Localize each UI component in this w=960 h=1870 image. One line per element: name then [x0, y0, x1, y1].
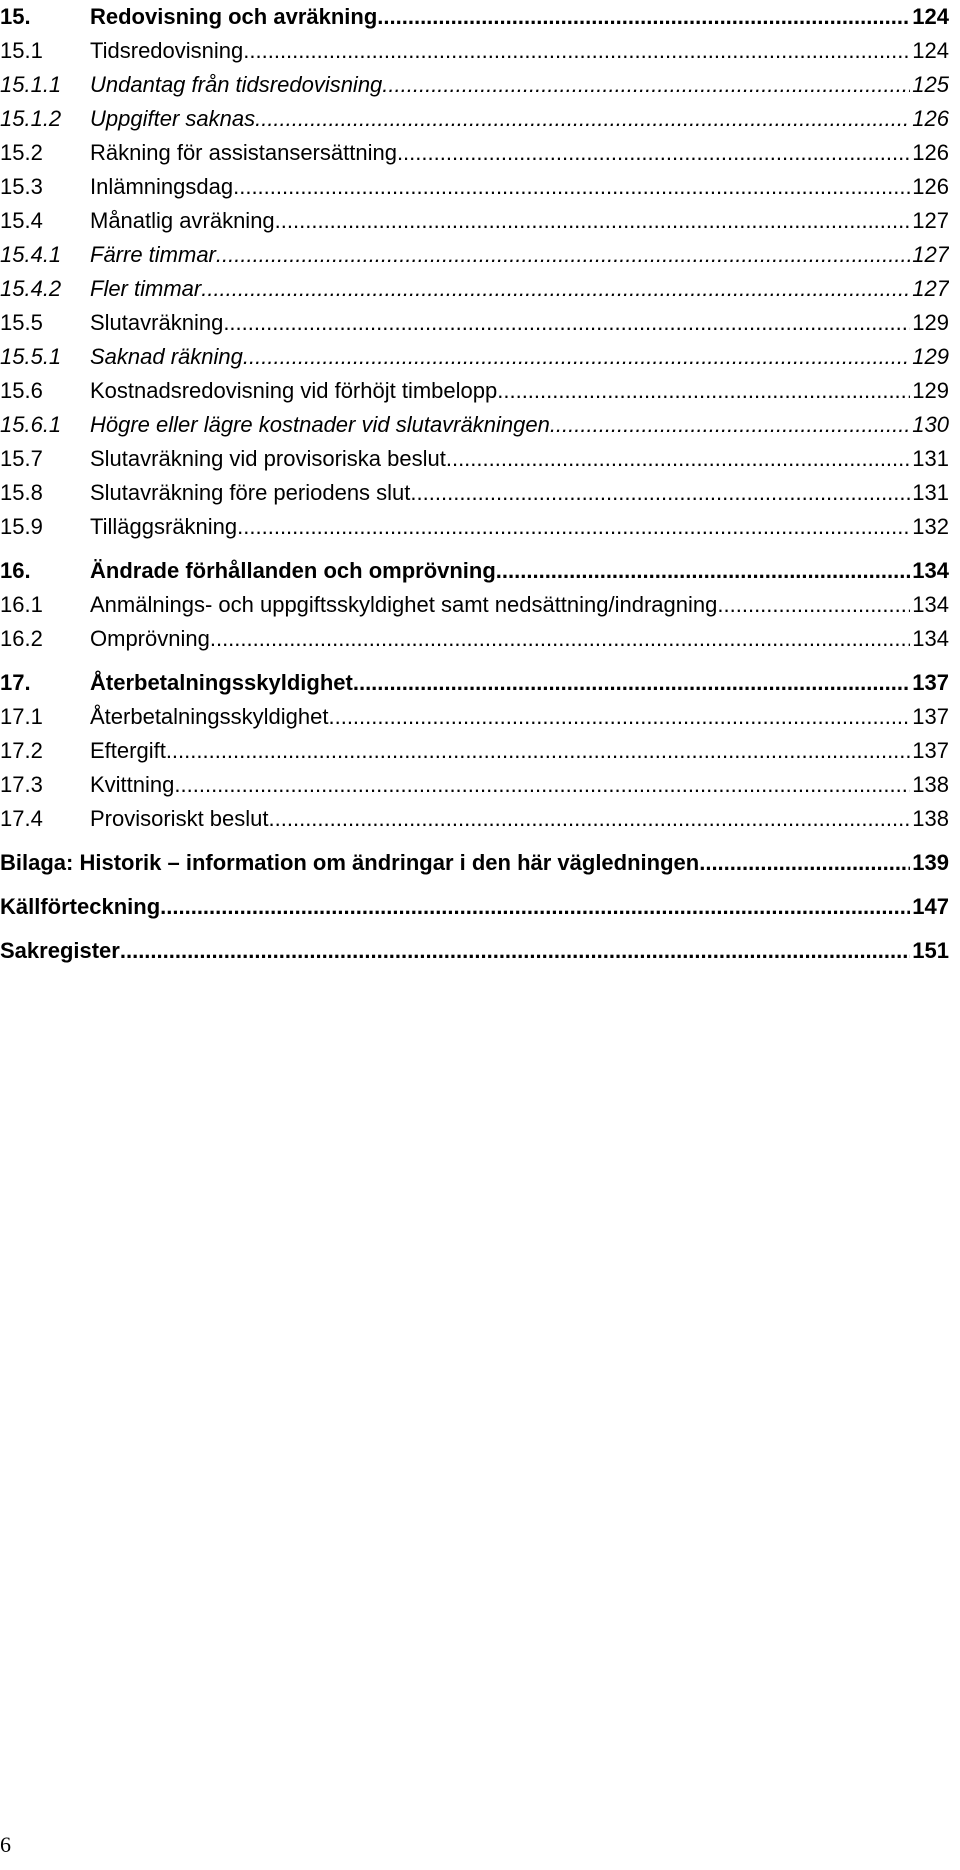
toc-entry-title: Återbetalningsskyldighet [90, 670, 353, 695]
toc-entry-page: 124 [912, 38, 949, 63]
toc-entry-number: 17.2 [0, 738, 43, 763]
toc-entry[interactable] [0, 272, 949, 306]
toc-entry[interactable] [0, 768, 949, 802]
toc-leader-dots [120, 934, 910, 968]
page-number: 6 [0, 1832, 11, 1857]
toc-entry-page: 137 [912, 704, 949, 729]
toc-entry[interactable] [0, 136, 949, 170]
toc-entry-page: 132 [912, 514, 949, 539]
toc-entry-page: 130 [912, 412, 949, 437]
toc-entry[interactable] [0, 408, 949, 442]
toc-leader-dots [243, 34, 910, 68]
toc-entry-title: Slutavräkning vid provisoriska beslut [90, 446, 446, 471]
toc-entry-number: 15.1 [0, 38, 43, 63]
toc-entry-number: 17.4 [0, 806, 43, 831]
toc-entry-number: 16.1 [0, 592, 43, 617]
toc-entry-title: Slutavräkning [90, 310, 224, 335]
toc-entry-number: 15.5.1 [0, 344, 62, 369]
toc-entry-page: 134 [912, 592, 949, 617]
toc-entry-title: Eftergift [90, 738, 166, 763]
toc-entry-number: 15.4.2 [0, 276, 62, 301]
toc-entry-page: 126 [912, 140, 949, 165]
toc-entry[interactable] [0, 554, 949, 588]
toc-leader-dots [328, 700, 910, 734]
toc-entry-sakregister[interactable] [0, 934, 949, 968]
toc-entry-number: 15.1.2 [0, 106, 62, 131]
toc-entry-page: 127 [912, 276, 949, 301]
toc-leader-dots [410, 476, 910, 510]
toc-entry-title: Kostnadsredovisning vid förhöjt timbelopp [90, 378, 498, 403]
toc-entry[interactable] [0, 666, 949, 700]
toc-entry-page: 138 [912, 772, 949, 797]
toc-entry-title: Redovisning och avräkning [90, 4, 378, 29]
toc-entry-title: Fler timmar [90, 276, 202, 301]
toc-leader-dots [496, 554, 910, 588]
toc-entry[interactable] [0, 102, 949, 136]
toc-leader-dots [382, 68, 910, 102]
toc-entry[interactable] [0, 204, 949, 238]
toc-leader-dots [446, 442, 910, 476]
toc-entry-title: Högre eller lägre kostnader vid slutavräkningen [90, 412, 550, 437]
toc-entry-title: Tilläggsräkning [90, 514, 238, 539]
toc-entry[interactable] [0, 442, 949, 476]
toc-entry-title: Återbetalningsskyldighet [90, 704, 329, 729]
toc-entry-number: 16.2 [0, 626, 43, 651]
toc-entry[interactable] [0, 34, 949, 68]
toc-entry[interactable] [0, 622, 949, 656]
toc-entry-page: 131 [912, 480, 949, 505]
toc-entry-title: Bilaga: Historik – information om ändringar i den här vägledningen [0, 850, 700, 875]
toc-entry-title: Sakregister [0, 938, 120, 963]
toc-leader-dots [243, 340, 910, 374]
toc-leader-dots [275, 204, 911, 238]
toc-entry-number: 17. [0, 670, 31, 695]
toc-entry[interactable] [0, 238, 949, 272]
toc-entry-number: 15.6.1 [0, 412, 62, 437]
toc-entry[interactable] [0, 374, 949, 408]
toc-entry-title: Anmälnings- och uppgiftsskyldighet samt nedsättning/indragning [90, 592, 718, 617]
toc-entry-number: 15.6 [0, 378, 43, 403]
toc-leader-dots [210, 622, 910, 656]
toc-entry[interactable] [0, 802, 949, 836]
toc-leader-dots [550, 408, 910, 442]
toc-entry[interactable] [0, 170, 949, 204]
toc-entry-page: 147 [912, 894, 949, 919]
toc-entry[interactable] [0, 476, 949, 510]
toc-entry[interactable] [0, 700, 949, 734]
toc-entry-number: 15.7 [0, 446, 43, 471]
toc-leader-dots [717, 588, 910, 622]
toc-entry-page: 131 [912, 446, 949, 471]
toc-entry-bilaga[interactable] [0, 846, 949, 880]
toc-entry-title: Färre timmar [90, 242, 216, 267]
toc-entry-number: 15.4.1 [0, 242, 62, 267]
toc-entry-title: Tidsredovisning [90, 38, 244, 63]
toc-leader-dots [223, 306, 910, 340]
toc-entry[interactable] [0, 510, 949, 544]
toc-entry-page: 129 [912, 310, 949, 335]
toc-entry-page: 127 [912, 242, 949, 267]
toc-leader-dots [497, 374, 910, 408]
toc-entry-title: Ändrade förhållanden och omprövning [90, 558, 496, 583]
toc-entry[interactable] [0, 306, 949, 340]
toc-entry-number: 15.1.1 [0, 72, 62, 97]
toc-entry-title: Inlämningsdag [90, 174, 234, 199]
toc-leader-dots [397, 136, 910, 170]
toc-leader-dots [233, 170, 910, 204]
toc-leader-dots [377, 0, 910, 34]
toc-entry-title: Slutavräkning före periodens slut [90, 480, 411, 505]
toc-entry-number: 15.4 [0, 208, 43, 233]
toc-entry-title: Uppgifter saknas [90, 106, 256, 131]
toc-entry-title: Undantag från tidsredovisning [90, 72, 383, 97]
toc-entry-number: 17.1 [0, 704, 43, 729]
toc-entry-title: Källförteckning [0, 894, 161, 919]
toc-leader-dots [166, 734, 910, 768]
toc-leader-dots [237, 510, 910, 544]
toc-leader-dots [269, 802, 911, 836]
toc-leader-dots [216, 238, 910, 272]
toc-entry-page: 127 [912, 208, 949, 233]
toc-entry-title: Omprövning [90, 626, 210, 651]
toc-entry-number: 15.2 [0, 140, 43, 165]
toc-entry-page: 151 [912, 938, 949, 963]
toc-leader-dots [174, 768, 910, 802]
toc-entry-page: 129 [912, 378, 949, 403]
toc-entry-kallforteckning[interactable] [0, 890, 949, 924]
toc-entry-page: 125 [912, 72, 949, 97]
toc-entry-page: 129 [912, 344, 949, 369]
toc-entry-page: 137 [912, 670, 949, 695]
toc-entry-title: Månatlig avräkning [90, 208, 275, 233]
toc-entry-number: 15.9 [0, 514, 43, 539]
toc-entry-page: 138 [912, 806, 949, 831]
toc-entry[interactable] [0, 340, 949, 374]
toc-entry-page: 126 [912, 174, 949, 199]
toc-entry[interactable] [0, 68, 949, 102]
toc-leader-dots [353, 666, 910, 700]
toc-leader-dots [160, 890, 910, 924]
toc-leader-dots [699, 846, 910, 880]
toc-entry[interactable] [0, 734, 949, 768]
toc-entry-page: 134 [912, 626, 949, 651]
toc-entry-number: 15.8 [0, 480, 43, 505]
toc-entry-number: 16. [0, 558, 31, 583]
toc-entry-title: Kvittning [90, 772, 175, 797]
toc-entry-page: 126 [912, 106, 949, 131]
toc-entry-page: 139 [912, 850, 949, 875]
toc-entry-number: 15.5 [0, 310, 43, 335]
toc-leader-dots [255, 102, 910, 136]
toc-entry-number: 17.3 [0, 772, 43, 797]
toc-entry-number: 15.3 [0, 174, 43, 199]
toc-entry-title: Räkning för assistansersättning [90, 140, 397, 165]
toc-entry-title: Saknad räkning [90, 344, 243, 369]
toc-leader-dots [201, 272, 910, 306]
toc-entry-page: 134 [912, 558, 949, 583]
toc-entry[interactable] [0, 588, 949, 622]
toc-entry-number: 15. [0, 4, 31, 29]
toc-entry-page: 124 [912, 4, 949, 29]
toc-entry[interactable] [0, 0, 949, 34]
toc-entry-title: Provisoriskt beslut [90, 806, 269, 831]
toc-entry-page: 137 [912, 738, 949, 763]
